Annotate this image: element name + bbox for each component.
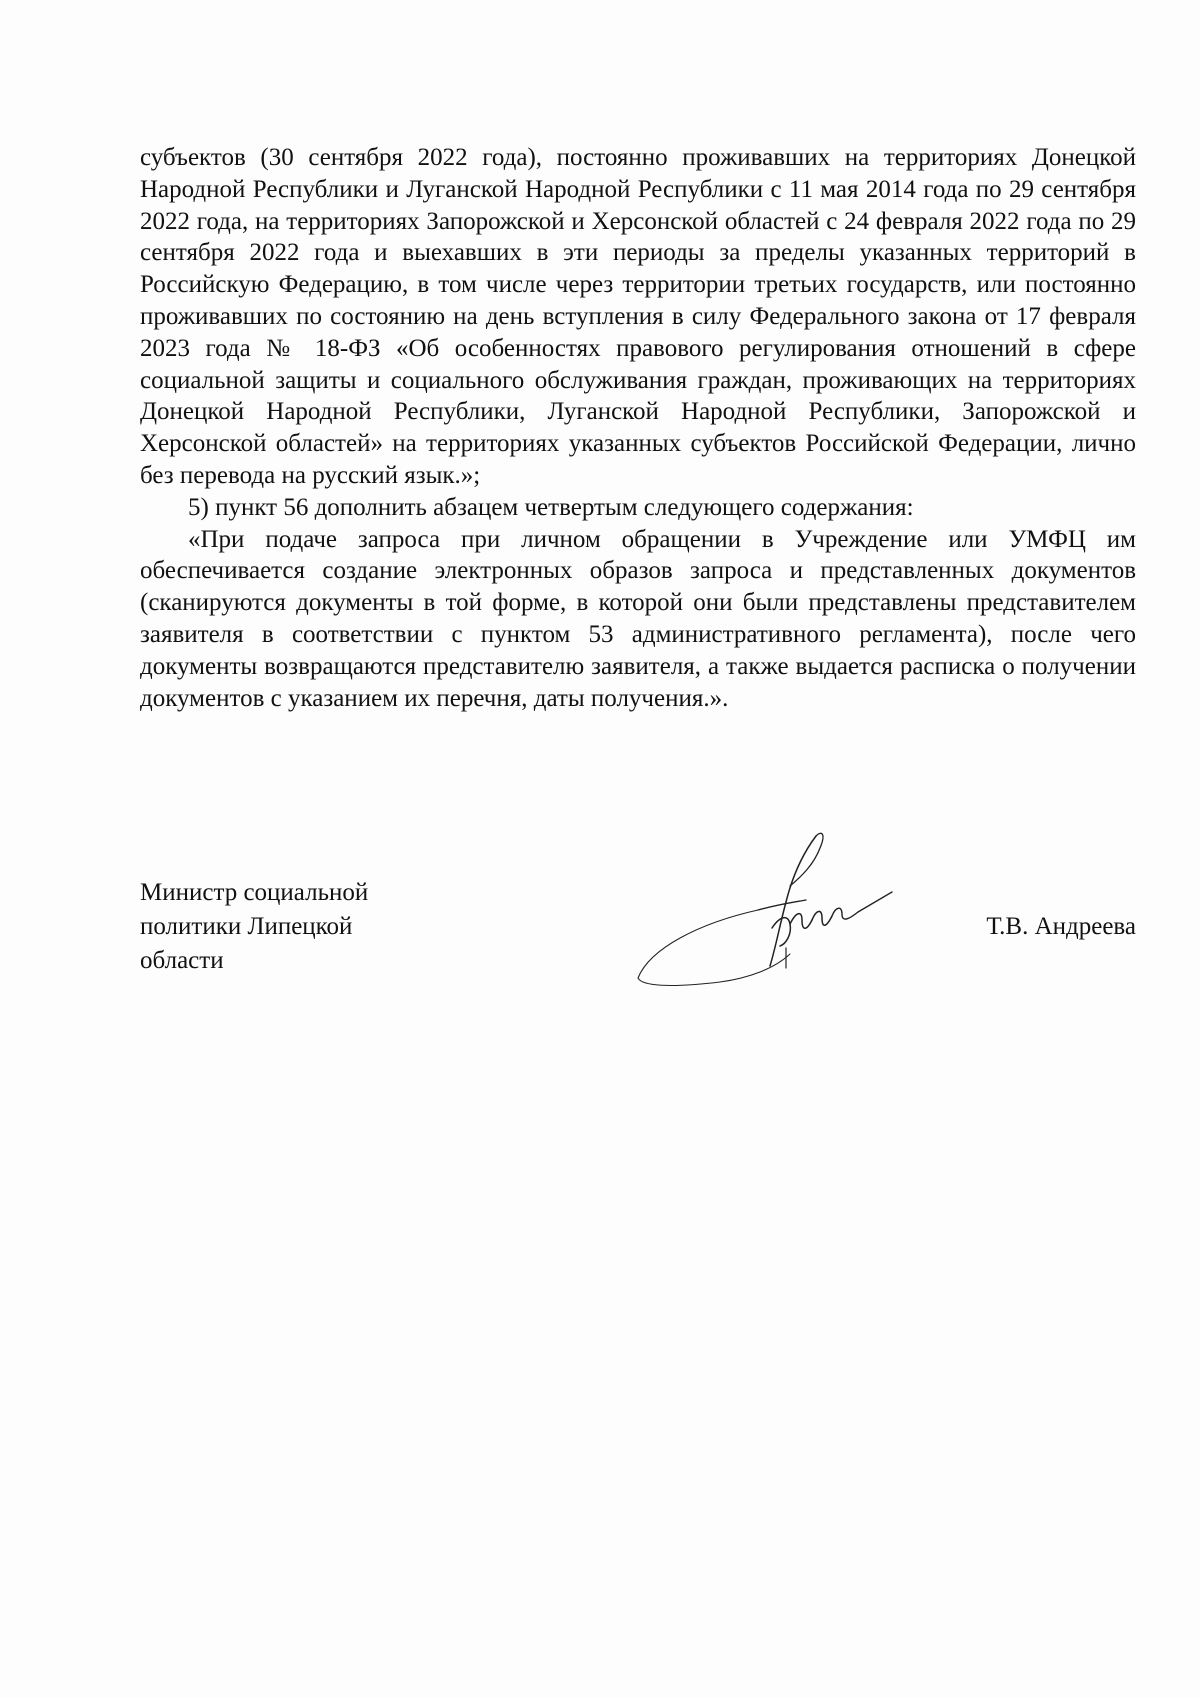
paragraph-item-5: 5) пункт 56 дополнить абзацем четвертым следующего содержания: [188,493,914,521]
signer-title-line: области [140,947,224,974]
signer-title-line: политики Липецкой [140,913,353,940]
paragraph-continuation: субъектов (30 сентября 2022 года), постоянно проживавших на территориях Донецкой Народной Республики и Луганской Народной Республики с 11 мая 2014 года по 29 сентября 2022 года, на территориях Запорожской и Херсонской областей с 24 февраля 2022 года по 29 сентября 2022 года и выехавших в эти периоды за пределы указанных территорий в Российскую Федерацию, в том числе через территории третьих государств, или постоянно проживавших по состоянию на день вступления в силу Федерального закона от 17 февраля 2023 года № 18-ФЗ «Об особенностях правового регулирования отношений в сфере социальной защиты и социального обслуживания граждан, проживающих на территориях Донецкой Народной Республики, Луганской Народной Республики, Запорожской и Херсонской областей» на территориях указанных субъектов Российской Федерации, лично без перевода на русский язык.»; [140,144,1136,489]
document-body [140,142,1136,714]
signer-title [140,876,368,978]
signer-title-line: Министр социальной [140,879,369,906]
signature-block [140,876,1136,1006]
handwritten-signature [630,828,900,998]
signer-name: Т.В. Андреева [986,913,1136,940]
paragraph-quoted-amendment: «При подаче запроса при личном обращении в Учреждение или УМФЦ им обеспечивается создание электронных образов запроса и представленных документов (сканируются документы в той форме, в которой они были представлены представителем заявителя в соответствии с пунктом 53 административного регламента), после чего документы возвращаются представителю заявителя, а также выдается расписка о получении документов с указанием их перечня, даты получения.». [140,525,1136,712]
